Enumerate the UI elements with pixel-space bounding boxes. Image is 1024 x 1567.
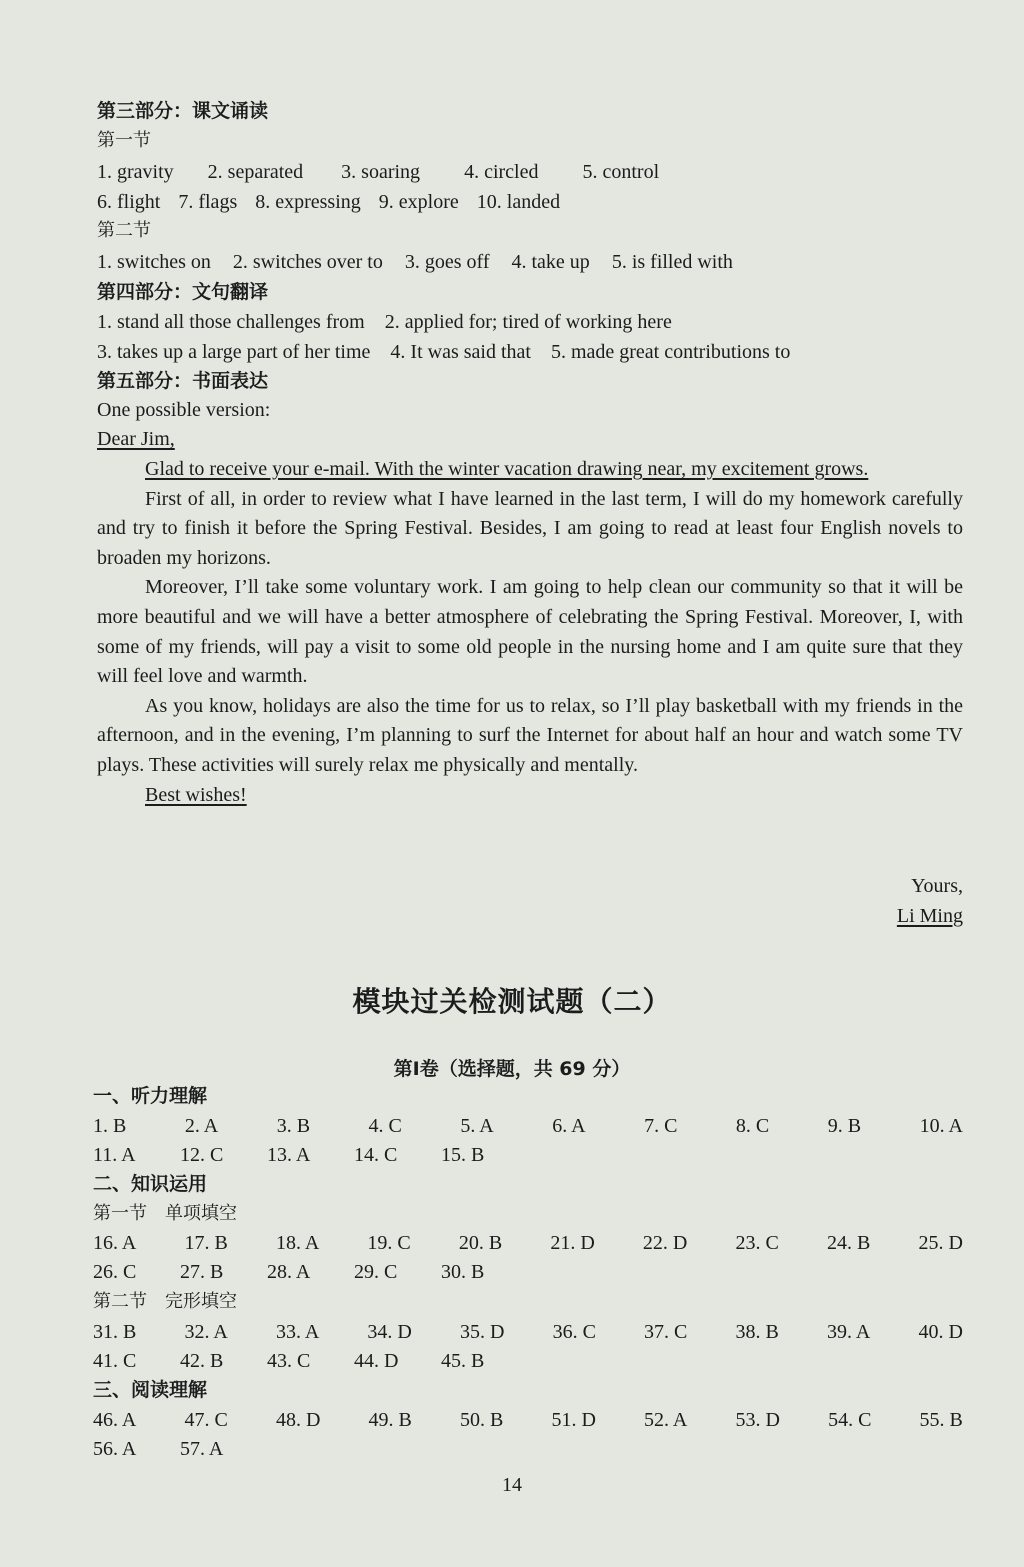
part4-heading: 第四部分：文句翻译 <box>97 281 269 303</box>
answer-item: 1. gravity <box>97 161 174 183</box>
answer-item: 26. C <box>93 1261 137 1283</box>
answer-item: 50. B <box>459 1409 504 1431</box>
letter-paragraph-1: Glad to receive your e-mail. With the winter vacation drawing near, my excitement grows. <box>145 458 869 480</box>
section1-row1 <box>93 1112 963 1140</box>
answer-item: 34. D <box>367 1321 412 1343</box>
answer-item: 39. A <box>826 1321 871 1343</box>
page-number: 14 <box>502 1474 522 1496</box>
answer-item: 17. B <box>184 1232 228 1254</box>
letter-paragraph-2: First of all, in order to review what I have learned in the last term, I will do my homework carefully and try to finish it before the Spring Festival. Besides, I am going to read at least four English novels to broaden my horizons. <box>97 487 963 569</box>
answer-item: 41. C <box>93 1350 137 1372</box>
answer-item: 30. B <box>441 1261 485 1283</box>
section3-row2 <box>93 1435 963 1463</box>
answer-item: 46. A <box>93 1409 137 1431</box>
answer-item: 27. B <box>180 1261 224 1283</box>
answer-item: 49. B <box>368 1409 412 1431</box>
answer-item: 4. take up <box>511 251 590 273</box>
answer-item: 28. A <box>267 1261 311 1283</box>
part3-heading: 第三部分：课文诵读 <box>97 100 269 122</box>
answer-item: 47. C <box>184 1409 228 1431</box>
answer-item: 19. C <box>367 1232 411 1254</box>
part3-sec1-label: 第一节 <box>97 130 151 151</box>
answer-item: 3. goes off <box>404 251 490 273</box>
answer-item: 9. B <box>827 1115 862 1137</box>
section2-sub1-row2 <box>93 1258 963 1286</box>
part3-sec1-row2 <box>97 188 967 216</box>
answer-item: 25. D <box>918 1232 963 1254</box>
answer-item: 21. D <box>550 1232 595 1254</box>
answer-item: 2. A <box>184 1115 219 1137</box>
answer-item: 2. separated <box>207 161 304 183</box>
answer-item: 1. stand all those challenges from <box>97 311 365 333</box>
answer-item: 3. soaring <box>341 161 421 183</box>
answer-item: 42. B <box>180 1350 224 1372</box>
answer-item: 10. A <box>919 1115 963 1137</box>
answer-item: 6. flight <box>97 191 161 213</box>
answer-item: 22. D <box>642 1232 688 1254</box>
answer-item: 1. switches on <box>97 251 211 273</box>
answer-item: 51. D <box>551 1409 596 1431</box>
answer-item: 16. A <box>93 1232 137 1254</box>
answer-item: 24. B <box>826 1232 871 1254</box>
answer-item: 5. control <box>582 161 660 183</box>
section3-row1 <box>93 1406 963 1434</box>
volume-heading: 第Ⅰ卷（选择题，共 69 分） <box>393 1058 631 1080</box>
answer-item: 32. A <box>184 1321 228 1343</box>
answer-item: 12. C <box>180 1144 224 1166</box>
answer-item: 37. C <box>644 1321 688 1343</box>
answer-item: 9. explore <box>378 191 459 213</box>
part5-heading: 第五部分：书面表达 <box>97 370 269 392</box>
answer-item: 8. expressing <box>255 191 361 213</box>
answer-item: 3. takes up a large part of her time <box>97 341 371 363</box>
answer-item: 43. C <box>267 1350 311 1372</box>
part3-sec2-label: 第二节 <box>97 220 151 241</box>
section2-sub1-label: 第一节 单项填空 <box>93 1203 237 1224</box>
section1-row2 <box>93 1141 963 1169</box>
answer-item: 7. C <box>644 1115 678 1137</box>
section3-heading: 三、阅读理解 <box>93 1379 208 1401</box>
answer-item: 40. D <box>918 1321 963 1343</box>
section1-heading: 一、听力理解 <box>93 1085 208 1107</box>
answer-item: 33. A <box>275 1321 320 1343</box>
section2-sub2-label: 第二节 完形填空 <box>93 1291 237 1312</box>
answer-item: 36. C <box>552 1321 596 1343</box>
answer-item: 53. D <box>735 1409 780 1431</box>
answer-item: 18. A <box>275 1232 320 1254</box>
answer-item: 31. B <box>93 1321 137 1343</box>
answer-item: 45. B <box>441 1350 485 1372</box>
version-intro: One possible version: <box>97 399 271 421</box>
answer-item: 2. switches over to <box>232 251 383 273</box>
letter-paragraph-3: Moreover, I’ll take some voluntary work. I am going to help clean our community so that it will be more beautiful and we will have a better atmosphere of celebrating the Spring Festival. Moreover, I, with some of my friends, will pay a visit to some old people in the nursing home and I am quite sure that they will feel love and warmth. <box>97 576 963 688</box>
answer-item: 8. C <box>735 1115 770 1137</box>
answer-item: 35. D <box>459 1321 505 1343</box>
answer-item: 7. flags <box>178 191 238 213</box>
section2-heading: 二、知识运用 <box>93 1173 208 1195</box>
answer-item: 13. A <box>267 1144 311 1166</box>
signoff: Yours, <box>911 875 963 897</box>
part3-sec1-row1 <box>97 158 967 186</box>
answer-item: 29. C <box>354 1261 398 1283</box>
section2-sub2-row2 <box>93 1347 963 1375</box>
answer-item: 14. C <box>354 1144 398 1166</box>
answer-item: 57. A <box>180 1438 224 1460</box>
answer-item: 5. is filled with <box>611 251 733 273</box>
answer-item: 11. A <box>93 1144 136 1166</box>
answer-item: 4. C <box>368 1115 402 1137</box>
answer-item: 55. B <box>919 1409 963 1431</box>
answer-item: 6. A <box>552 1115 586 1137</box>
answer-item: 15. B <box>441 1144 485 1166</box>
letter-paragraph-4: As you know, holidays are also the time for us to relax, so I’ll play basketball with my friends in the afternoon, and in the evening, I’m planning to surf the Internet for about half an hour and watch some TV plays. These activities will surely relax me physically and mentally. <box>97 694 963 776</box>
closing: Best wishes! <box>145 783 247 806</box>
answer-item: 2. applied for; tired of working here <box>384 311 672 333</box>
answer-item: 10. landed <box>476 191 561 213</box>
answer-item: 5. A <box>460 1115 494 1137</box>
answer-item: 44. D <box>354 1350 399 1372</box>
answer-item: 5. made great contributions to <box>550 341 791 363</box>
salutation: Dear Jim, <box>97 428 175 450</box>
answer-item: 4. circled <box>464 161 539 183</box>
part4-row2 <box>97 338 967 366</box>
answer-item: 23. C <box>735 1232 779 1254</box>
answer-item: 3. B <box>276 1115 311 1137</box>
part3-sec2-row1 <box>97 248 967 276</box>
answer-item: 54. C <box>828 1409 872 1431</box>
answer-item: 20. B <box>458 1232 503 1254</box>
answer-item: 52. A <box>644 1409 688 1431</box>
answer-item: 38. B <box>735 1321 779 1343</box>
section2-sub2-row1 <box>93 1318 963 1346</box>
answer-item: 1. B <box>93 1115 127 1137</box>
answer-item: 4. It was said that <box>390 341 531 363</box>
section2-sub1-row1 <box>93 1229 963 1257</box>
answer-item: 48. D <box>275 1409 321 1431</box>
test-title: 模块过关检测试题（二） <box>352 985 672 1018</box>
signature: Li Ming <box>896 905 963 927</box>
answer-item: 56. A <box>93 1438 137 1460</box>
part4-row1 <box>97 308 967 336</box>
letter-body <box>97 455 963 810</box>
